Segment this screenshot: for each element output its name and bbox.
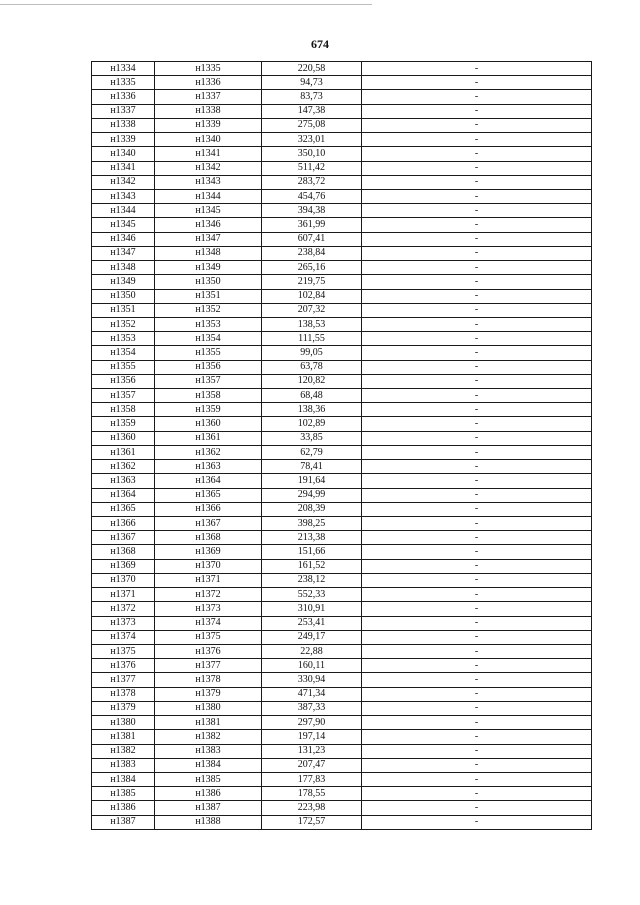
- table-row: [92, 403, 592, 417]
- distance-cell: 361,99: [262, 218, 362, 232]
- note-cell: -: [362, 659, 592, 673]
- distance-cell: 207,32: [262, 303, 362, 317]
- point-to-cell: н1344: [155, 189, 262, 203]
- table-row: [92, 701, 592, 715]
- point-from-cell: н1366: [92, 517, 155, 531]
- point-to-cell: н1361: [155, 431, 262, 445]
- table-body: [92, 62, 592, 830]
- point-to-cell: н1335: [155, 62, 262, 76]
- distance-cell: 63,78: [262, 360, 362, 374]
- distance-cell: 330,94: [262, 673, 362, 687]
- point-from-cell: н1369: [92, 559, 155, 573]
- note-cell: -: [362, 716, 592, 730]
- distance-cell: 223,98: [262, 801, 362, 815]
- table-row: [92, 758, 592, 772]
- page-number: 674: [311, 37, 329, 51]
- table-row: [92, 801, 592, 815]
- distance-cell: 151,66: [262, 545, 362, 559]
- point-to-cell: н1359: [155, 403, 262, 417]
- point-from-cell: н1382: [92, 744, 155, 758]
- distance-cell: 249,17: [262, 630, 362, 644]
- point-from-cell: н1339: [92, 133, 155, 147]
- distance-cell: 607,41: [262, 232, 362, 246]
- point-to-cell: н1345: [155, 204, 262, 218]
- distance-cell: 275,08: [262, 118, 362, 132]
- note-cell: -: [362, 360, 592, 374]
- note-cell: -: [362, 488, 592, 502]
- note-cell: -: [362, 317, 592, 331]
- distance-cell: 172,57: [262, 815, 362, 829]
- distance-cell: 177,83: [262, 772, 362, 786]
- note-cell: -: [362, 474, 592, 488]
- table-row: [92, 189, 592, 203]
- distance-cell: 160,11: [262, 659, 362, 673]
- table-row: [92, 545, 592, 559]
- point-to-cell: н1368: [155, 531, 262, 545]
- table-row: [92, 232, 592, 246]
- point-to-cell: н1348: [155, 246, 262, 260]
- point-from-cell: н1353: [92, 332, 155, 346]
- point-from-cell: н1349: [92, 275, 155, 289]
- point-to-cell: н1388: [155, 815, 262, 829]
- point-from-cell: н1376: [92, 659, 155, 673]
- note-cell: -: [362, 346, 592, 360]
- note-cell: -: [362, 602, 592, 616]
- table-row: [92, 559, 592, 573]
- point-from-cell: н1371: [92, 588, 155, 602]
- point-to-cell: н1362: [155, 445, 262, 459]
- top-edge-line: [0, 4, 372, 5]
- distance-cell: 310,91: [262, 602, 362, 616]
- note-cell: -: [362, 374, 592, 388]
- point-from-cell: н1337: [92, 104, 155, 118]
- point-from-cell: н1334: [92, 62, 155, 76]
- distance-cell: 94,73: [262, 76, 362, 90]
- table-row: [92, 573, 592, 587]
- table-row: [92, 730, 592, 744]
- note-cell: -: [362, 772, 592, 786]
- table-row: [92, 360, 592, 374]
- note-cell: -: [362, 801, 592, 815]
- point-from-cell: н1348: [92, 261, 155, 275]
- point-from-cell: н1380: [92, 716, 155, 730]
- distance-cell: 102,89: [262, 417, 362, 431]
- point-to-cell: н1365: [155, 488, 262, 502]
- note-cell: -: [362, 673, 592, 687]
- point-from-cell: н1361: [92, 445, 155, 459]
- point-from-cell: н1365: [92, 502, 155, 516]
- note-cell: -: [362, 76, 592, 90]
- note-cell: -: [362, 730, 592, 744]
- note-cell: -: [362, 588, 592, 602]
- point-to-cell: н1380: [155, 701, 262, 715]
- point-to-cell: н1386: [155, 787, 262, 801]
- distance-cell: 253,41: [262, 616, 362, 630]
- point-from-cell: н1340: [92, 147, 155, 161]
- distance-cell: 398,25: [262, 517, 362, 531]
- table-row: [92, 644, 592, 658]
- table-row: [92, 502, 592, 516]
- point-from-cell: н1368: [92, 545, 155, 559]
- point-to-cell: н1370: [155, 559, 262, 573]
- point-to-cell: н1336: [155, 76, 262, 90]
- note-cell: -: [362, 90, 592, 104]
- point-from-cell: н1370: [92, 573, 155, 587]
- point-to-cell: н1381: [155, 716, 262, 730]
- distance-cell: 138,36: [262, 403, 362, 417]
- table-row: [92, 118, 592, 132]
- distance-cell: 78,41: [262, 460, 362, 474]
- note-cell: -: [362, 204, 592, 218]
- distance-cell: 265,16: [262, 261, 362, 275]
- point-to-cell: н1351: [155, 289, 262, 303]
- distance-cell: 161,52: [262, 559, 362, 573]
- table-row: [92, 716, 592, 730]
- note-cell: -: [362, 261, 592, 275]
- table-row: [92, 460, 592, 474]
- note-cell: -: [362, 744, 592, 758]
- distance-cell: 350,10: [262, 147, 362, 161]
- note-cell: -: [362, 559, 592, 573]
- point-to-cell: н1376: [155, 644, 262, 658]
- table-row: [92, 90, 592, 104]
- note-cell: -: [362, 517, 592, 531]
- distance-cell: 83,73: [262, 90, 362, 104]
- table-row: [92, 161, 592, 175]
- point-from-cell: н1358: [92, 403, 155, 417]
- point-to-cell: н1387: [155, 801, 262, 815]
- distance-cell: 394,38: [262, 204, 362, 218]
- note-cell: -: [362, 445, 592, 459]
- distance-cell: 213,38: [262, 531, 362, 545]
- point-from-cell: н1386: [92, 801, 155, 815]
- point-to-cell: н1371: [155, 573, 262, 587]
- table-row: [92, 488, 592, 502]
- point-to-cell: н1338: [155, 104, 262, 118]
- distance-cell: 511,42: [262, 161, 362, 175]
- point-to-cell: н1383: [155, 744, 262, 758]
- note-cell: -: [362, 332, 592, 346]
- point-to-cell: н1374: [155, 616, 262, 630]
- table-row: [92, 616, 592, 630]
- table-row: [92, 588, 592, 602]
- point-from-cell: н1384: [92, 772, 155, 786]
- distance-cell: 120,82: [262, 374, 362, 388]
- point-from-cell: н1383: [92, 758, 155, 772]
- point-from-cell: н1352: [92, 317, 155, 331]
- table-row: [92, 303, 592, 317]
- table-row: [92, 261, 592, 275]
- note-cell: -: [362, 531, 592, 545]
- table-row: [92, 659, 592, 673]
- table-row: [92, 147, 592, 161]
- distance-cell: 131,23: [262, 744, 362, 758]
- table-row: [92, 246, 592, 260]
- note-cell: -: [362, 118, 592, 132]
- table-row: [92, 787, 592, 801]
- distance-cell: 471,34: [262, 687, 362, 701]
- distance-cell: 138,53: [262, 317, 362, 331]
- point-to-cell: н1355: [155, 346, 262, 360]
- point-from-cell: н1335: [92, 76, 155, 90]
- note-cell: -: [362, 460, 592, 474]
- point-to-cell: н1354: [155, 332, 262, 346]
- distance-cell: 387,33: [262, 701, 362, 715]
- distance-cell: 62,79: [262, 445, 362, 459]
- point-to-cell: н1367: [155, 517, 262, 531]
- note-cell: -: [362, 403, 592, 417]
- point-from-cell: н1346: [92, 232, 155, 246]
- point-to-cell: н1382: [155, 730, 262, 744]
- table-row: [92, 76, 592, 90]
- table-row: [92, 332, 592, 346]
- note-cell: -: [362, 161, 592, 175]
- table-row: [92, 317, 592, 331]
- distance-cell: 178,55: [262, 787, 362, 801]
- distance-cell: 552,33: [262, 588, 362, 602]
- point-from-cell: н1347: [92, 246, 155, 260]
- point-to-cell: н1347: [155, 232, 262, 246]
- distance-cell: 219,75: [262, 275, 362, 289]
- table-row: [92, 133, 592, 147]
- table-row: [92, 104, 592, 118]
- note-cell: -: [362, 289, 592, 303]
- point-from-cell: н1343: [92, 189, 155, 203]
- table-row: [92, 445, 592, 459]
- distance-cell: 294,99: [262, 488, 362, 502]
- distance-cell: 33,85: [262, 431, 362, 445]
- table-row: [92, 531, 592, 545]
- distance-cell: 283,72: [262, 175, 362, 189]
- point-to-cell: н1353: [155, 317, 262, 331]
- note-cell: -: [362, 189, 592, 203]
- point-from-cell: н1364: [92, 488, 155, 502]
- table-row: [92, 218, 592, 232]
- table-row: [92, 815, 592, 829]
- table-row: [92, 374, 592, 388]
- point-from-cell: н1374: [92, 630, 155, 644]
- distance-cell: 191,64: [262, 474, 362, 488]
- point-from-cell: н1372: [92, 602, 155, 616]
- distance-cell: 297,90: [262, 716, 362, 730]
- distance-cell: 220,58: [262, 62, 362, 76]
- point-from-cell: н1375: [92, 644, 155, 658]
- point-from-cell: н1373: [92, 616, 155, 630]
- point-from-cell: н1381: [92, 730, 155, 744]
- note-cell: -: [362, 573, 592, 587]
- point-to-cell: н1360: [155, 417, 262, 431]
- distance-cell: 197,14: [262, 730, 362, 744]
- note-cell: -: [362, 147, 592, 161]
- table-row: [92, 275, 592, 289]
- point-from-cell: н1341: [92, 161, 155, 175]
- point-to-cell: н1340: [155, 133, 262, 147]
- table-row: [92, 602, 592, 616]
- note-cell: -: [362, 104, 592, 118]
- point-from-cell: н1359: [92, 417, 155, 431]
- point-from-cell: н1345: [92, 218, 155, 232]
- point-to-cell: н1346: [155, 218, 262, 232]
- table-row: [92, 517, 592, 531]
- point-from-cell: н1367: [92, 531, 155, 545]
- note-cell: -: [362, 175, 592, 189]
- point-to-cell: н1356: [155, 360, 262, 374]
- point-to-cell: н1363: [155, 460, 262, 474]
- point-to-cell: н1358: [155, 389, 262, 403]
- point-to-cell: н1341: [155, 147, 262, 161]
- note-cell: -: [362, 630, 592, 644]
- note-cell: -: [362, 431, 592, 445]
- table-row: [92, 289, 592, 303]
- table-row: [92, 431, 592, 445]
- boundary-points-table: [91, 61, 592, 830]
- point-to-cell: н1375: [155, 630, 262, 644]
- point-from-cell: н1355: [92, 360, 155, 374]
- point-from-cell: н1377: [92, 673, 155, 687]
- note-cell: -: [362, 758, 592, 772]
- point-to-cell: н1343: [155, 175, 262, 189]
- point-to-cell: н1349: [155, 261, 262, 275]
- point-to-cell: н1357: [155, 374, 262, 388]
- table-row: [92, 389, 592, 403]
- point-to-cell: н1352: [155, 303, 262, 317]
- distance-cell: 208,39: [262, 502, 362, 516]
- point-to-cell: н1337: [155, 90, 262, 104]
- note-cell: -: [362, 644, 592, 658]
- note-cell: -: [362, 232, 592, 246]
- note-cell: -: [362, 389, 592, 403]
- distance-cell: 207,47: [262, 758, 362, 772]
- point-from-cell: н1357: [92, 389, 155, 403]
- point-from-cell: н1363: [92, 474, 155, 488]
- note-cell: -: [362, 275, 592, 289]
- table-row: [92, 346, 592, 360]
- distance-cell: 102,84: [262, 289, 362, 303]
- table-row: [92, 417, 592, 431]
- distance-cell: 111,55: [262, 332, 362, 346]
- point-to-cell: н1372: [155, 588, 262, 602]
- note-cell: -: [362, 545, 592, 559]
- distance-cell: 99,05: [262, 346, 362, 360]
- note-cell: -: [362, 133, 592, 147]
- point-from-cell: н1362: [92, 460, 155, 474]
- note-cell: -: [362, 787, 592, 801]
- table-row: [92, 474, 592, 488]
- point-from-cell: н1387: [92, 815, 155, 829]
- note-cell: -: [362, 701, 592, 715]
- note-cell: -: [362, 62, 592, 76]
- point-to-cell: н1369: [155, 545, 262, 559]
- note-cell: -: [362, 218, 592, 232]
- table-row: [92, 175, 592, 189]
- point-from-cell: н1344: [92, 204, 155, 218]
- point-from-cell: н1378: [92, 687, 155, 701]
- table-row: [92, 744, 592, 758]
- table-row: [92, 204, 592, 218]
- point-to-cell: н1385: [155, 772, 262, 786]
- point-from-cell: н1385: [92, 787, 155, 801]
- note-cell: -: [362, 246, 592, 260]
- distance-cell: 238,12: [262, 573, 362, 587]
- distance-cell: 68,48: [262, 389, 362, 403]
- point-from-cell: н1356: [92, 374, 155, 388]
- point-to-cell: н1384: [155, 758, 262, 772]
- point-to-cell: н1377: [155, 659, 262, 673]
- point-to-cell: н1366: [155, 502, 262, 516]
- point-from-cell: н1342: [92, 175, 155, 189]
- point-from-cell: н1336: [92, 90, 155, 104]
- note-cell: -: [362, 502, 592, 516]
- note-cell: -: [362, 616, 592, 630]
- note-cell: -: [362, 303, 592, 317]
- table-row: [92, 772, 592, 786]
- point-from-cell: н1360: [92, 431, 155, 445]
- point-from-cell: н1350: [92, 289, 155, 303]
- table-row: [92, 630, 592, 644]
- point-from-cell: н1354: [92, 346, 155, 360]
- point-to-cell: н1364: [155, 474, 262, 488]
- distance-cell: 147,38: [262, 104, 362, 118]
- point-to-cell: н1373: [155, 602, 262, 616]
- point-to-cell: н1350: [155, 275, 262, 289]
- distance-cell: 22,88: [262, 644, 362, 658]
- table-row: [92, 687, 592, 701]
- point-to-cell: н1342: [155, 161, 262, 175]
- table-row: [92, 673, 592, 687]
- point-to-cell: н1379: [155, 687, 262, 701]
- point-from-cell: н1338: [92, 118, 155, 132]
- distance-cell: 454,76: [262, 189, 362, 203]
- note-cell: -: [362, 417, 592, 431]
- note-cell: -: [362, 687, 592, 701]
- table-row: [92, 62, 592, 76]
- point-from-cell: н1379: [92, 701, 155, 715]
- distance-cell: 323,01: [262, 133, 362, 147]
- distance-cell: 238,84: [262, 246, 362, 260]
- point-from-cell: н1351: [92, 303, 155, 317]
- point-to-cell: н1378: [155, 673, 262, 687]
- note-cell: -: [362, 815, 592, 829]
- point-to-cell: н1339: [155, 118, 262, 132]
